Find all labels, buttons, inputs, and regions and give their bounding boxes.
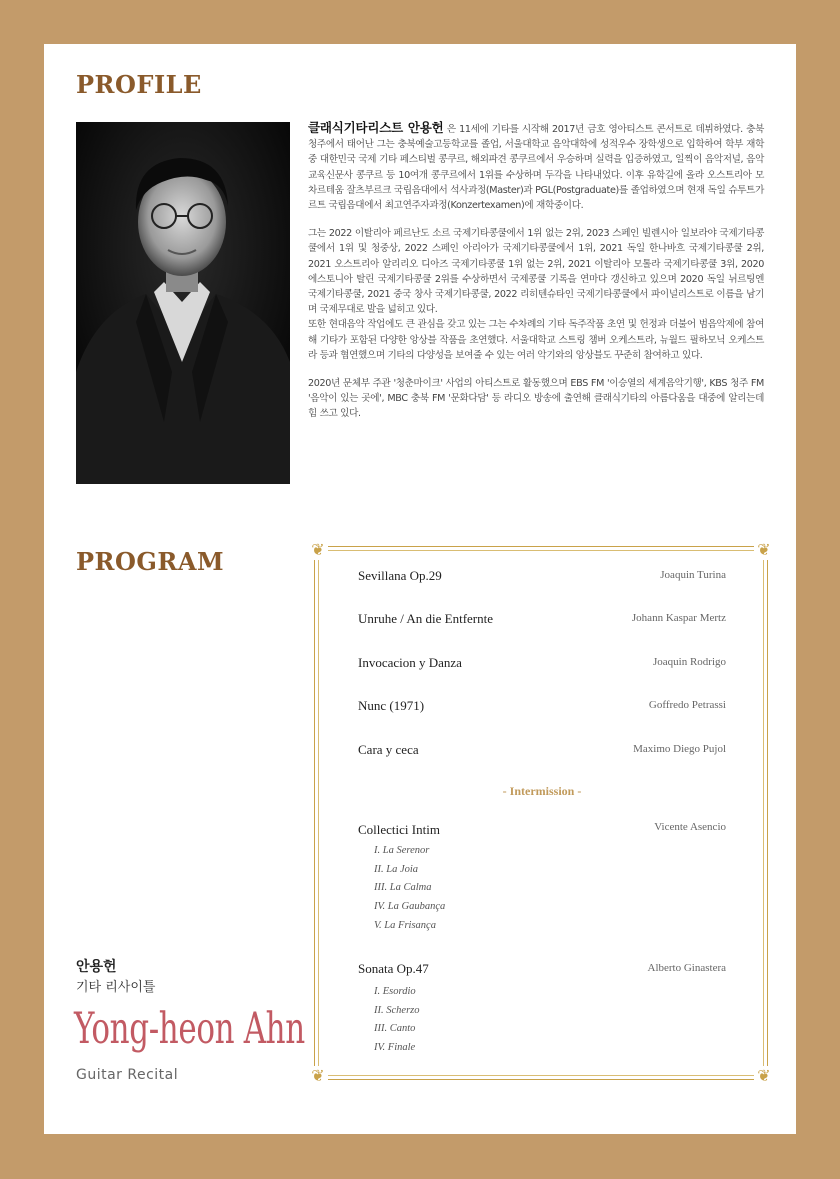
artist-photo: [76, 122, 290, 484]
piece-composer: Maximo Diego Pujol: [633, 743, 726, 755]
recital-subtitle-korean: 기타 리사이틀: [76, 980, 156, 995]
piece-title: Collectici Intim: [358, 822, 440, 837]
bio-paragraph-3: 또한 현대음악 작업에도 큰 관심을 갖고 있는 그는 수차례의 기타 독주작품 초연 및 헌정과 더불어 범음악제에 참여해 기타가 포함된 다양한 앙상블 작품을 초연했다. 서울대학교 스트링 챔버 오케스트라, 뉴월드 필하모닉 오케스트라 등과 협연했으며 기타의 다양성을 보여줄 수 있는 여러 악기와의 앙상블도 꾸준히 참여하고 있다.: [308, 319, 764, 361]
movement-item: IV. Finale: [374, 1042, 416, 1053]
corner-ornament-icon: ❦: [754, 1066, 774, 1086]
piece-title: Unruhe / An die Entfernte: [358, 611, 494, 626]
program-heading: PROGRAM: [76, 547, 225, 576]
corner-ornament-icon: ❦: [308, 1066, 328, 1086]
recital-subtitle-english: Guitar Recital: [76, 1067, 179, 1083]
artist-bio: [308, 120, 764, 435]
movement-item: I. La Serenor: [374, 845, 430, 856]
program-item: [358, 568, 726, 586]
artist-name-korean: 안용헌: [76, 959, 117, 975]
piece-title: Nunc (1971): [358, 698, 425, 713]
piece-composer: Goffredo Petrassi: [648, 699, 726, 711]
piece-composer: Alberto Ginastera: [647, 962, 726, 974]
bio-paragraph-1: [308, 120, 764, 213]
piece-composer: Joaquin Rodrigo: [652, 656, 726, 668]
artist-portrait-illustration: [76, 122, 290, 484]
movement-item: III. Canto: [374, 1023, 416, 1034]
program-item: [358, 961, 726, 979]
movement-item: I. Esordio: [374, 986, 416, 997]
movement-item: II. Scherzo: [374, 1005, 420, 1016]
piece-title: Sevillana Op.29: [358, 568, 442, 583]
bio-paragraph-4: 2020년 문체부 주관 '청춘마이크' 사업의 아티스트로 활동했으며 EBS FM '이승열의 세계음악기행', KBS 청주 FM '음악이 있는 곳에', MBC 충북 FM '문화다담' 등 라디오 방송에 출연해 클래식기타의 아름다움을 대중에 알리는데 힘 쓰고 있다.: [308, 378, 764, 420]
bio-artist-name: 클래식기타리스트 안용헌: [308, 120, 444, 135]
program-item: [358, 655, 726, 673]
piece-composer: Vicente Asencio: [654, 821, 726, 833]
bio-paragraph-2: 그는 2022 이탈리아 페르난도 소르 국제기타콩쿨에서 1위 없는 2위, 2023 스페인 빌렌시아 일보라야 국제기타콩쿨에서 1위 및 청중상, 2022 스페인 아리아가 국제기타콩쿨에서 1위, 2021 독일 한나바흐 국제기타콩쿨 2위, 2021 오스트리아 알리리오 디아즈 국제기타콩쿨 1위 없는 2위, 2021 이탈리아 모톨라 국제기타콩쿨 3위, 2020 에스토니아 탈린 국제기타콩쿨 2위를 수상하면서 국제콩쿨 기록을 연마다 갱신하고 있으며 2020 독일 뉘르팅엔 국제기타콩쿨, 2021 중국 창사 국제기타콩쿨, 2022 리히텐슈타인 국제기타콩쿨에서 파이널리스트로 이름을 남기며 국제무대로 발을 넓히고 있다.: [308, 228, 764, 316]
profile-heading: PROFILE: [76, 70, 202, 99]
program-item: [358, 698, 726, 716]
movement-item: IV. La Gaubança: [374, 901, 446, 912]
artist-name-english: Yong-heon Ahn: [74, 1004, 305, 1054]
program-item: [358, 742, 726, 760]
program-item: [358, 822, 726, 840]
piece-composer: Joaquin Turina: [660, 569, 726, 581]
piece-composer: Johann Kaspar Mertz: [631, 612, 726, 624]
program-item: [358, 611, 726, 629]
movement-item: II. La Joia: [374, 864, 419, 875]
intermission-label: - Intermission -: [502, 784, 582, 798]
corner-ornament-icon: ❦: [754, 540, 774, 560]
piece-title: Sonata Op.47: [358, 961, 429, 976]
piece-title: Invocacion y Danza: [358, 655, 462, 670]
piece-title: Cara y ceca: [358, 742, 419, 757]
poster-page: [44, 44, 796, 1134]
movement-item: V. La Frisança: [374, 920, 436, 931]
bio-paragraph-1-text: 은 11세에 기타를 시작해 2017년 금호 영아티스트 콘서트로 데뷔하였다. 충북 청주에서 태어난 그는 충북예술고등학교를 졸업, 서울대학교 음악대학에 성적우수 장학생으로 입학하여 학부 재학중 대한민국 국제 기타 페스티벌 콩쿠르, 해외파견 콩쿠르에서 우승하며 실력을 입증하였고, 일찍이 음악저널, 음악교육신문사 콩쿠르 등 10여개 콩쿠르에서 1위를 수상하며 두각을 나타내었다. 이후 유학길에 올라 오스트리아 모차르테움 잘츠부르크 국립음대에서 석사과정(Master)과 PGL(Postgraduate)를 졸업하였으며 현재 독일 슈투트가르트 국립음대에서 최고연주자과정(Konzertexamen)에 재학중이다.: [308, 124, 764, 212]
movement-item: III. La Calma: [374, 882, 432, 893]
corner-ornament-icon: ❦: [308, 540, 328, 560]
